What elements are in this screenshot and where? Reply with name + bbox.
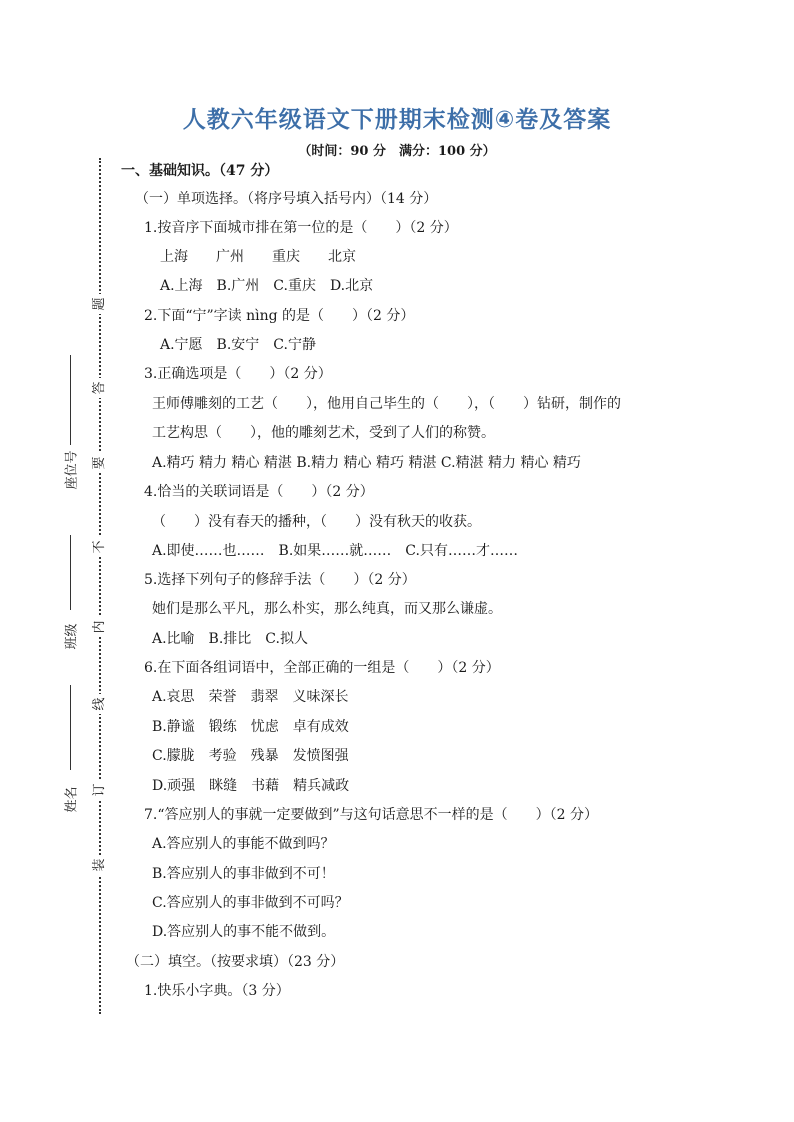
- question: 6.在下面各组词语中，全部正确的一组是（ ）（2 分）: [144, 660, 500, 676]
- question-text: 她们是那么平凡，那么朴实，那么纯真，而又那么谦虚。: [152, 601, 502, 617]
- binding-word: 装: [93, 855, 107, 875]
- question-text: （ ）没有春天的播种，（ ）没有秋天的收获。: [152, 514, 481, 530]
- class-field[interactable]: [70, 535, 71, 610]
- class-label: 班级: [64, 623, 80, 650]
- section-heading: 一、基础知识。（47 分）: [121, 163, 279, 179]
- question-option: A.哀思 荣誉 翡翠 义味深长: [152, 689, 349, 705]
- question-text: 工艺构思（ ），他的雕刻艺术，受到了人们的称赞。: [152, 425, 495, 441]
- question-option: C.答应别人的事非做到不可吗？: [152, 895, 349, 911]
- subsection-heading: （二）填空。（按要求填）（23 分）: [126, 954, 345, 970]
- binding-word: 题: [93, 294, 107, 314]
- binding-word: 线: [93, 694, 107, 714]
- question-option: B.答应别人的事非做到不可！: [152, 866, 335, 882]
- binding-word: 不: [93, 537, 107, 557]
- exam-time-score: （时间：90 分 满分：100 分）: [298, 144, 496, 159]
- question-options: A.宁愿 B.安宁 C.宁静: [160, 337, 316, 353]
- question: 2.下面“宁”字读 nìng 的是（ ）（2 分）: [144, 308, 415, 324]
- question-options: A.精巧 精力 精心 精湛 B.精力 精心 精巧 精湛 C.精湛 精力 精心 精巧: [152, 455, 581, 471]
- question: 1.快乐小字典。（3 分）: [144, 983, 290, 999]
- question: 7.“答应别人的事就一定要做到”与这句话意思不一样的是（ ）（2 分）: [144, 807, 599, 823]
- question: 4.恰当的关联词语是（ ）（2 分）: [144, 484, 374, 500]
- question: 5.选择下列句子的修辞手法（ ）（2 分）: [144, 572, 416, 588]
- subsection-heading: （一）单项选择。（将序号填入括号内）（14 分）: [135, 191, 438, 207]
- question-text: 上海 广州 重庆 北京: [160, 249, 356, 265]
- question-options: A.上海 B.广州 C.重庆 D.北京: [160, 278, 374, 294]
- question-option: B.静谧 锻练 忧虑 卓有成效: [152, 719, 349, 735]
- name-label: 姓名: [64, 786, 80, 813]
- question-option: D.顽强 眯缝 书藉 精兵减政: [152, 778, 350, 794]
- seat-number-field[interactable]: [70, 355, 71, 445]
- binding-word: 要: [93, 453, 107, 473]
- question-options: A.即使……也…… B.如果……就…… C.只有……才……: [152, 543, 518, 559]
- question-option: D.答应别人的事不能不做到。: [152, 924, 336, 940]
- seat-number-label: 座位号: [64, 450, 80, 490]
- binding-word: 内: [93, 617, 107, 637]
- question: 3.正确选项是（ ）（2 分）: [144, 366, 332, 382]
- name-field[interactable]: [70, 685, 71, 770]
- question-text: 王师傅雕刻的工艺（ ），他用自己毕生的（ ），（ ）钻研，制作的: [152, 396, 621, 412]
- binding-word: 订: [93, 780, 107, 800]
- question-option: C.朦胧 考验 残暴 发愤图强: [152, 748, 349, 764]
- binding-dotted-line: [99, 158, 101, 1014]
- question-option: A.答应别人的事能不做到吗？: [152, 836, 335, 852]
- question-options: A.比喻 B.排比 C.拟人: [152, 631, 308, 647]
- binding-word: 答: [93, 378, 107, 398]
- page-title: 人教六年级语文下册期末检测④卷及答案: [182, 107, 612, 133]
- question: 1.按音序下面城市排在第一位的是（ ）（2 分）: [144, 220, 458, 236]
